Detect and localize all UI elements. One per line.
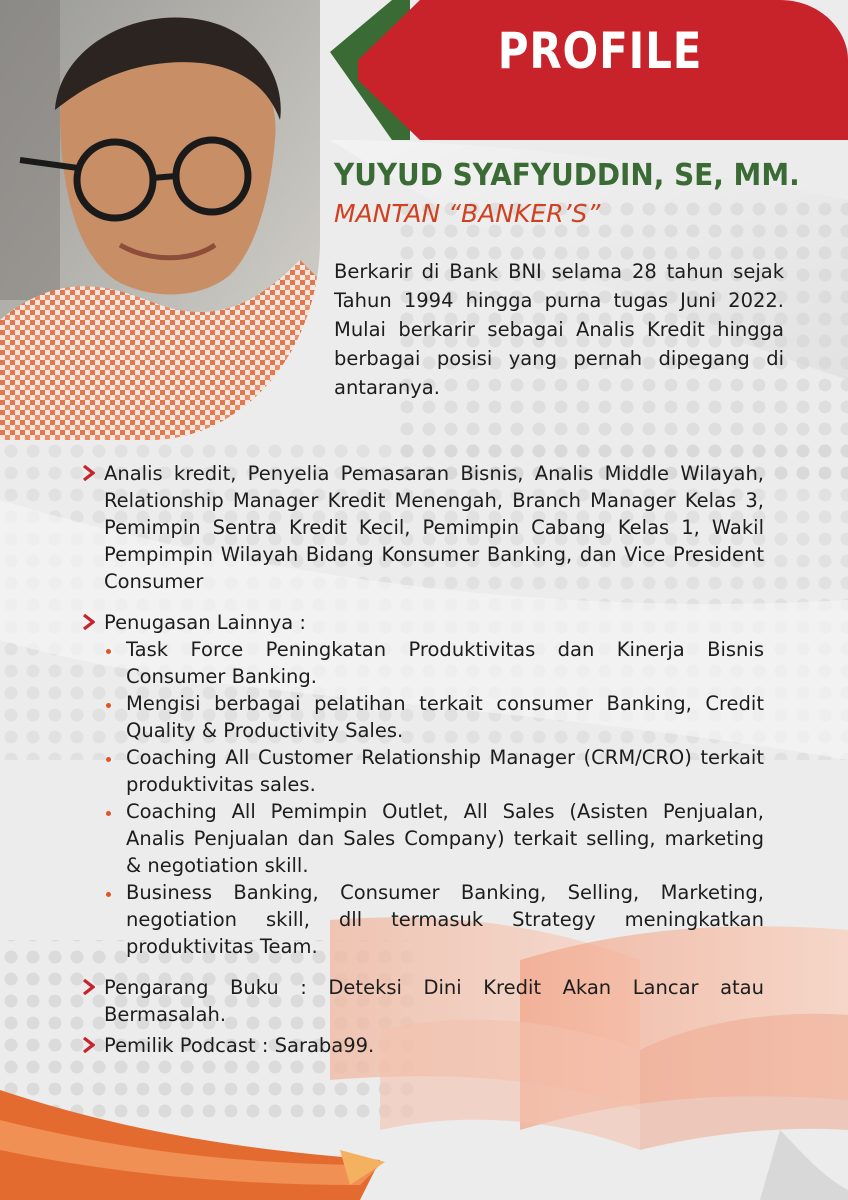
assignments-heading: Penugasan Lainnya : bbox=[104, 611, 306, 634]
chevron-right-icon bbox=[82, 614, 95, 630]
author-item bbox=[82, 974, 764, 1028]
list-item: Task Force Peningkatan Produktivitas dan Kinerja Bisnis Consumer Banking. bbox=[82, 636, 764, 690]
chevron-right-icon bbox=[82, 979, 95, 995]
dot-icon bbox=[106, 892, 111, 897]
positions-item bbox=[82, 460, 764, 595]
list-item: Mengisi berbagai pelatihan terkait consumer Banking, Credit Quality & Productivity Sales. bbox=[82, 690, 764, 744]
chevron-right-icon bbox=[82, 465, 95, 481]
dot-icon bbox=[106, 649, 111, 654]
dot-icon bbox=[106, 703, 111, 708]
page-title: PROFILE bbox=[497, 22, 703, 80]
dot-icon bbox=[106, 811, 111, 816]
assignments-item bbox=[82, 609, 764, 636]
profile-details bbox=[82, 460, 764, 1059]
podcast-item bbox=[82, 1032, 764, 1059]
chevron-right-icon bbox=[82, 1037, 95, 1053]
profile-photo bbox=[0, 0, 320, 440]
portrait-illustration bbox=[0, 0, 320, 440]
person-role: MANTAN “BANKER’S” bbox=[334, 199, 601, 228]
author-text: Pengarang Buku : Deteksi Dini Kredit Akan Lancar atau Bermasalah. bbox=[104, 976, 764, 1026]
list-item: Coaching All Customer Relationship Manager (CRM/CRO) terkait produktivitas sales. bbox=[82, 744, 764, 798]
person-name: YUYUD SYAFYUDDIN, SE, MM. bbox=[334, 158, 800, 193]
list-item: Business Banking, Consumer Banking, Selling, Marketing, negotiation skill, dll termasuk Strategy meningkatkan produktivitas Team. bbox=[82, 879, 764, 960]
intro-paragraph: Berkarir di Bank BNI selama 28 tahun sejak Tahun 1994 hingga purna tugas Juni 2022. Mulai berkarir sebagai Analis Kredit hingga berbagai posisi yang pernah dipegang di antaranya. bbox=[334, 260, 784, 399]
positions-text: Analis kredit, Penyelia Pemasaran Bisnis, Analis Middle Wilayah, Relationship Manager Kredit Menengah, Branch Manager Kelas 3, Pemimpin Sentra Kredit Kecil, Pemimpin Cabang Kelas 1, Wakil Pempimpin Wilayah Bidang Konsumer Banking, dan Vice President Consumer bbox=[104, 462, 764, 593]
podcast-text: Pemilik Podcast : Saraba99. bbox=[104, 1034, 375, 1057]
dot-icon bbox=[106, 757, 111, 762]
list-item: Coaching All Pemimpin Outlet, All Sales (Asisten Penjualan, Analis Penjualan dan Sales Company) terkait selling, marketing & negotiation skill. bbox=[82, 798, 764, 879]
assignments-list bbox=[82, 636, 764, 960]
